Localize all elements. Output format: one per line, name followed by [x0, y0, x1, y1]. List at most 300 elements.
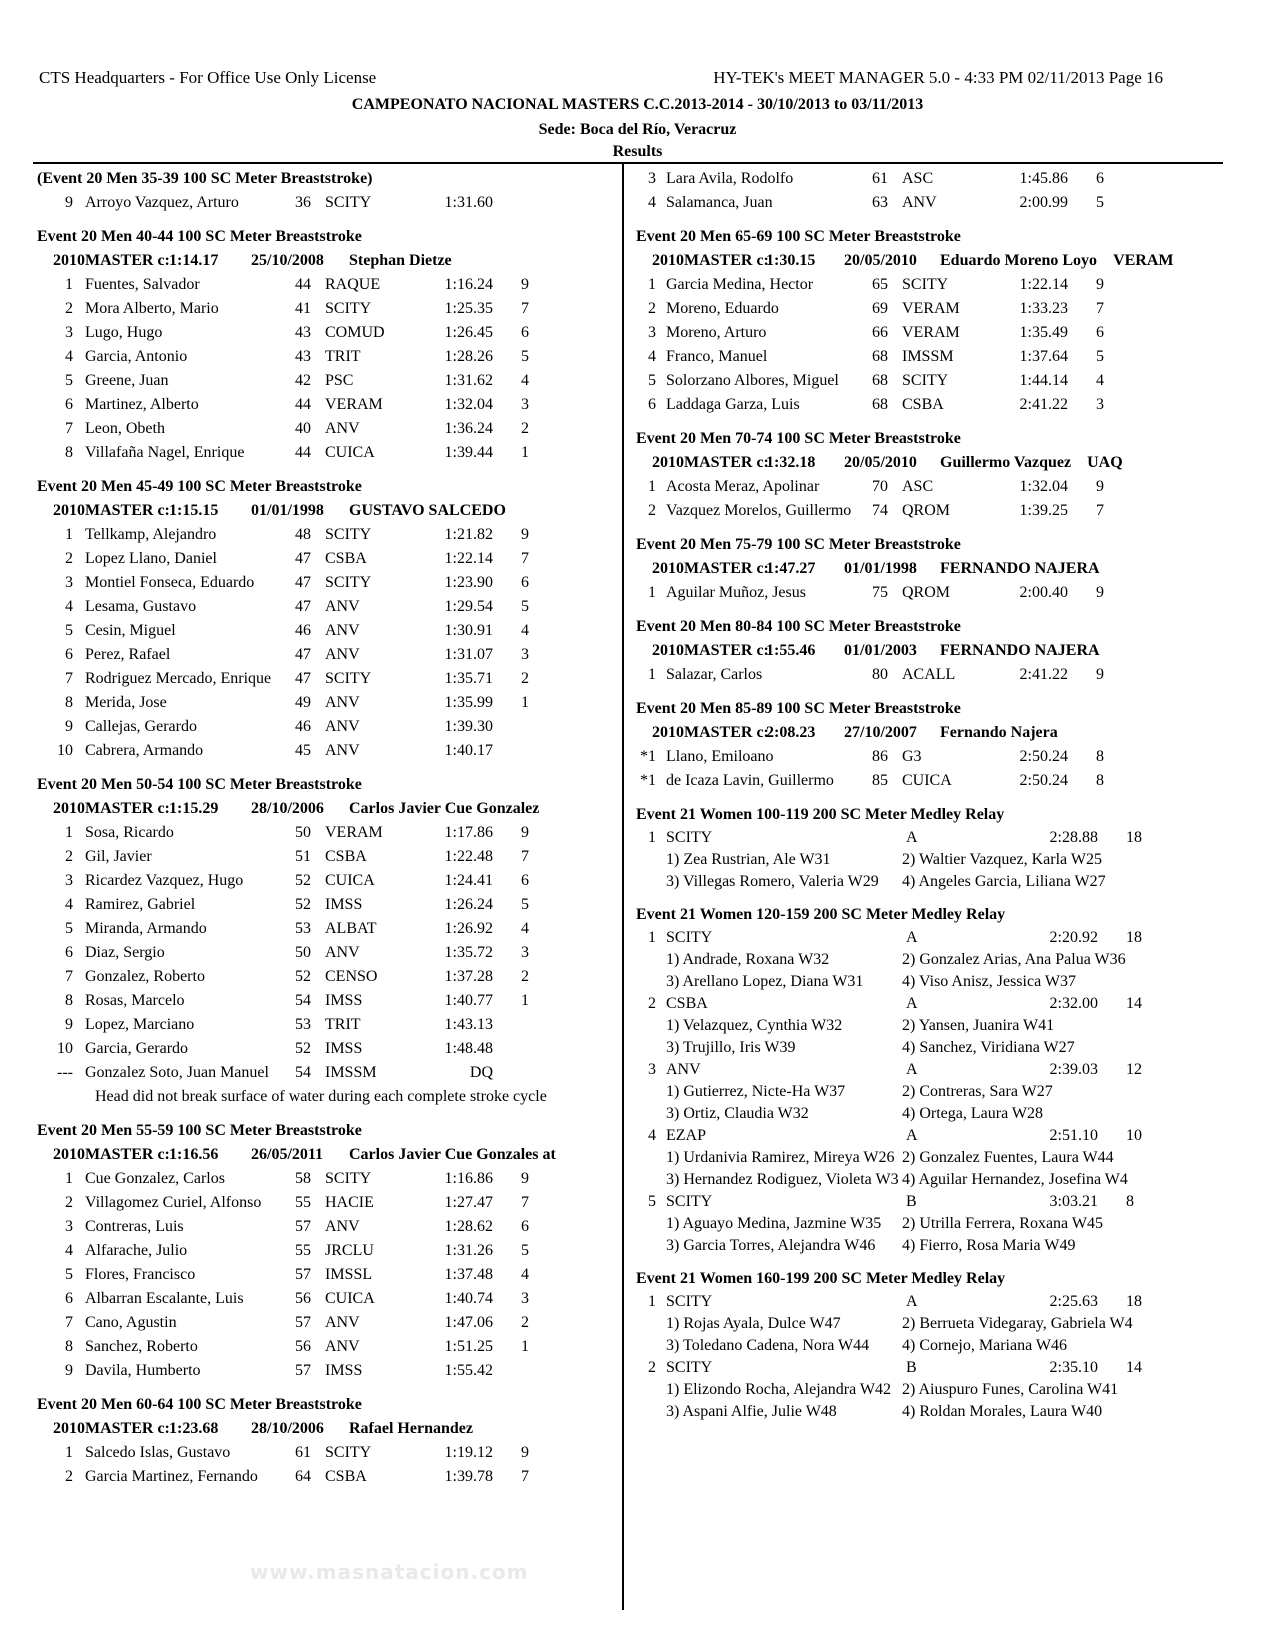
- record-date: 28/10/2006: [251, 800, 324, 817]
- swimmer-name: Cano, Agustin: [85, 1314, 177, 1331]
- swimmer-name: Villafaña Nagel, Enrique: [85, 444, 245, 461]
- place-cell: 1: [648, 584, 656, 601]
- place-cell: 5: [65, 920, 73, 937]
- team-cell: ANV: [325, 1314, 360, 1331]
- points-cell: 9: [521, 1444, 529, 1461]
- relay-team-row: [636, 1357, 1236, 1379]
- time-cell: 1:25.35: [444, 300, 493, 317]
- points-cell: [493, 1061, 529, 1085]
- points-cell: 1: [521, 1338, 529, 1355]
- swimmer-name: Llano, Emiloano: [666, 748, 774, 765]
- age-cell: 43: [295, 348, 311, 365]
- swimmer-name: Laddaga Garza, Luis: [666, 396, 800, 413]
- points-cell: 8: [1126, 1193, 1134, 1210]
- event-title: Event 21 Women 160-199 200 SC Meter Medley Relay: [636, 1270, 1006, 1287]
- record-holder: Guillermo Vazquez: [940, 454, 1072, 471]
- event-block: [37, 1119, 617, 1383]
- license-text: CTS Headquarters - For Office Use Only License: [39, 68, 377, 87]
- record-label: 2010MASTER c:: [53, 800, 170, 817]
- points-cell: [493, 739, 529, 763]
- relay-team-row: [636, 1191, 1236, 1213]
- team-cell: ASC: [902, 170, 934, 187]
- swimmer-name: de Icaza Lavin, Guillermo: [666, 772, 834, 789]
- team-cell: SCITY: [666, 1193, 713, 1210]
- team-cell: IMSS: [325, 896, 363, 913]
- record-line: [636, 451, 1236, 475]
- result-row: [37, 523, 617, 547]
- time-cell: 1:26.45: [444, 324, 493, 341]
- team-cell: IMSSM: [325, 1064, 377, 1081]
- result-row: [37, 369, 617, 393]
- result-row: [37, 619, 617, 643]
- result-row: [636, 745, 1236, 769]
- software-stamp: HY-TEK's MEET MANAGER 5.0 - 4:33 PM 02/11/2013 Page 16: [713, 68, 1163, 87]
- points-cell: [493, 1037, 529, 1061]
- age-cell: 68: [872, 396, 888, 413]
- result-row: [37, 273, 617, 297]
- result-row: [37, 547, 617, 571]
- time-cell: 1:55.42: [444, 1362, 493, 1379]
- relay-team-row: [636, 1125, 1236, 1147]
- age-cell: 69: [872, 300, 888, 317]
- time-cell: 2:28.88: [1049, 829, 1098, 846]
- time-cell: 1:22.14: [1019, 276, 1068, 293]
- team-cell: COMUD: [325, 324, 385, 341]
- swimmer-name: Greene, Juan: [85, 372, 169, 389]
- team-cell: PSC: [325, 372, 354, 389]
- swimmer-name: Miranda, Armando: [85, 920, 207, 937]
- team-cell: VERAM: [325, 824, 383, 841]
- result-row: [636, 369, 1236, 393]
- points-cell: 4: [521, 372, 529, 389]
- place-cell: 3: [648, 170, 656, 187]
- points-cell: 5: [1096, 348, 1104, 365]
- time-cell: 1:16.86: [444, 1170, 493, 1187]
- place-cell: 8: [65, 1338, 73, 1355]
- dq-reason: Head did not break surface of water during each complete stroke cycle: [95, 1088, 547, 1105]
- team-cell: SCITY: [666, 1359, 713, 1376]
- swimmer-name: Salamanca, Juan: [666, 194, 773, 211]
- event-block: [636, 427, 1236, 523]
- relay-swimmer: 3) Toledano Cadena, Nora W44: [666, 1337, 870, 1354]
- time-cell: 1:28.26: [444, 348, 493, 365]
- points-cell: 5: [521, 598, 529, 615]
- event-title: Event 20 Men 55-59 100 SC Meter Breaststroke: [37, 1122, 362, 1139]
- place-cell: 2: [65, 1194, 73, 1211]
- team-cell: SCITY: [666, 829, 713, 846]
- time-cell: 1:33.23: [1019, 300, 1068, 317]
- time-cell: 1:31.60: [444, 194, 493, 211]
- time-cell: 1:16.24: [444, 276, 493, 293]
- place-cell: 1: [648, 276, 656, 293]
- swimmer-name: Sanchez, Roberto: [85, 1338, 198, 1355]
- swimmer-name: Leon, Obeth: [85, 420, 165, 437]
- team-cell: SCITY: [325, 526, 372, 543]
- time-cell: 1:22.48: [444, 848, 493, 865]
- age-cell: 47: [295, 550, 311, 567]
- age-cell: 50: [295, 944, 311, 961]
- age-cell: 52: [295, 896, 311, 913]
- age-cell: 57: [295, 1266, 311, 1283]
- record-line: [37, 249, 617, 273]
- age-cell: 68: [872, 348, 888, 365]
- age-cell: 53: [295, 1016, 311, 1033]
- points-cell: 18: [1126, 1293, 1142, 1310]
- record-holder: Carlos Javier Cue Gonzales at: [349, 1146, 556, 1163]
- relay-swimmers-line: [636, 971, 1236, 993]
- time-cell: 2:00.40: [1019, 584, 1068, 601]
- swimmer-name: Vazquez Morelos, Guillermo: [666, 502, 852, 519]
- place-cell: 1: [648, 929, 656, 946]
- venue: Sede: Boca del Río, Veracruz: [538, 121, 737, 138]
- time-cell: 2:00.99: [1019, 194, 1068, 211]
- points-cell: 3: [521, 1290, 529, 1307]
- time-cell: 1:29.54: [444, 598, 493, 615]
- age-cell: 70: [872, 478, 888, 495]
- record-date: 01/01/1998: [844, 560, 917, 577]
- time-cell: 2:41.22: [1019, 396, 1068, 413]
- points-cell: 6: [1096, 324, 1104, 341]
- time-cell: 1:35.72: [444, 944, 493, 961]
- swimmer-name: Ricardez Vazquez, Hugo: [85, 872, 244, 889]
- event-block: [37, 475, 617, 763]
- result-row: [37, 941, 617, 965]
- team-cell: CUICA: [325, 872, 375, 889]
- place-cell: 7: [65, 968, 73, 985]
- place-cell: 3: [65, 324, 73, 341]
- place-cell: 8: [65, 444, 73, 461]
- relay-swimmer: 1) Gutierrez, Nicte-Ha W37: [666, 1083, 846, 1100]
- record-label: 2010MASTER c:: [53, 252, 170, 269]
- event-block: [37, 167, 617, 215]
- age-cell: 58: [295, 1170, 311, 1187]
- result-row: [37, 643, 617, 667]
- result-row: [37, 989, 617, 1013]
- swimmer-name: Franco, Manuel: [666, 348, 768, 365]
- event-title: Event 20 Men 80-84 100 SC Meter Breaststroke: [636, 618, 961, 635]
- age-cell: 50: [295, 824, 311, 841]
- place-cell: 1: [65, 1170, 73, 1187]
- time-cell: 2:41.22: [1019, 666, 1068, 683]
- team-cell: CSBA: [325, 1468, 367, 1485]
- place-cell: 8: [65, 992, 73, 1009]
- event-block: [37, 1393, 617, 1489]
- event-title: Event 20 Men 45-49 100 SC Meter Breaststroke: [37, 478, 362, 495]
- points-cell: 7: [521, 1468, 529, 1485]
- points-cell: 9: [521, 1170, 529, 1187]
- record-time: 1:15.15: [169, 502, 219, 519]
- relay-swimmers-line: [636, 1015, 1236, 1037]
- time-cell: 1:26.24: [444, 896, 493, 913]
- team-cell: CSBA: [666, 995, 708, 1012]
- record-label: 2010MASTER c:: [652, 642, 769, 659]
- points-cell: 4: [1096, 372, 1104, 389]
- team-cell: CUICA: [325, 1290, 375, 1307]
- relay-event: [636, 903, 1236, 1257]
- team-cell: EZAP: [666, 1127, 706, 1144]
- age-cell: 52: [295, 1040, 311, 1057]
- result-row: [636, 581, 1236, 605]
- team-cell: ANV: [902, 194, 937, 211]
- age-cell: 66: [872, 324, 888, 341]
- team-cell: RAQUE: [325, 276, 381, 293]
- team-cell: IMSSM: [902, 348, 954, 365]
- points-cell: 2: [521, 968, 529, 985]
- result-row: [37, 821, 617, 845]
- result-row: [37, 1465, 617, 1489]
- place-cell: ---: [57, 1064, 73, 1081]
- age-cell: 64: [295, 1468, 311, 1485]
- place-cell: 1: [648, 1293, 656, 1310]
- points-cell: 9: [521, 526, 529, 543]
- points-cell: 5: [521, 896, 529, 913]
- record-date: 01/01/2003: [844, 642, 917, 659]
- place-cell: 9: [65, 1016, 73, 1033]
- relay-team-row: [636, 1059, 1236, 1081]
- swimmer-name: Solorzano Albores, Miguel: [666, 372, 839, 389]
- place-cell: 2: [65, 550, 73, 567]
- place-cell: 1: [65, 1444, 73, 1461]
- event-title: Event 20 Men 50-54 100 SC Meter Breaststroke: [37, 776, 362, 793]
- time-cell: 1:32.04: [1019, 478, 1068, 495]
- team-cell: SCITY: [902, 372, 949, 389]
- result-row: [636, 167, 1236, 191]
- points-cell: 3: [521, 646, 529, 663]
- record-label: 2010MASTER c:: [652, 252, 769, 269]
- relay-swimmer: 2) Berrueta Videgaray, Gabriela W4: [902, 1315, 1133, 1332]
- team-cell: HACIE: [325, 1194, 374, 1211]
- points-cell: 2: [521, 670, 529, 687]
- result-row: [37, 297, 617, 321]
- age-cell: 53: [295, 920, 311, 937]
- time-cell: 1:35.99: [444, 694, 493, 711]
- event-title: Event 20 Men 65-69 100 SC Meter Breaststroke: [636, 228, 961, 245]
- points-cell: 6: [1096, 170, 1104, 187]
- place-cell: 5: [648, 1193, 656, 1210]
- record-date: 28/10/2006: [251, 1420, 324, 1437]
- time-cell: 1:22.14: [444, 550, 493, 567]
- time-cell: 1:27.47: [444, 1194, 493, 1211]
- result-row: [37, 1013, 617, 1037]
- relay-swimmer: 1) Andrade, Roxana W32: [666, 951, 830, 968]
- record-holder: Fernando Najera: [940, 724, 1058, 741]
- place-cell: 1: [648, 478, 656, 495]
- place-cell: 6: [65, 646, 73, 663]
- relay-letter: A: [906, 1127, 918, 1144]
- team-cell: ANV: [325, 1338, 360, 1355]
- record-holder: Stephan Dietze: [349, 252, 452, 269]
- record-time: 1:30.15: [766, 252, 816, 269]
- result-row: [636, 321, 1236, 345]
- age-cell: 52: [295, 872, 311, 889]
- event-block: [636, 697, 1236, 793]
- points-cell: 9: [1096, 478, 1104, 495]
- result-row: [37, 417, 617, 441]
- result-row: [37, 1167, 617, 1191]
- relay-letter: A: [906, 1293, 918, 1310]
- result-row: [37, 1311, 617, 1335]
- team-cell: G3: [902, 748, 922, 765]
- place-cell: 2: [65, 300, 73, 317]
- team-cell: ANV: [325, 742, 360, 759]
- relay-swimmers-line: [636, 1335, 1236, 1357]
- swimmer-name: Lopez, Marciano: [85, 1016, 195, 1033]
- result-row: [37, 345, 617, 369]
- age-cell: 55: [295, 1242, 311, 1259]
- team-cell: ANV: [325, 646, 360, 663]
- age-cell: 49: [295, 694, 311, 711]
- points-cell: 7: [1096, 502, 1104, 519]
- record-holder: FERNANDO NAJERA: [940, 560, 1100, 577]
- time-cell: 1:31.07: [444, 646, 493, 663]
- place-cell: 3: [648, 324, 656, 341]
- age-cell: 55: [295, 1194, 311, 1211]
- relay-swimmer: 3) Arellano Lopez, Diana W31: [666, 973, 864, 990]
- swimmer-name: Fuentes, Salvador: [85, 276, 200, 293]
- result-row: [37, 393, 617, 417]
- result-row: [37, 191, 617, 215]
- place-cell: 1: [65, 276, 73, 293]
- swimmer-name: Lesama, Gustavo: [85, 598, 197, 615]
- points-cell: 7: [521, 550, 529, 567]
- relay-swimmer: 1) Urdanivia Ramirez, Mireya W26: [666, 1149, 895, 1166]
- points-cell: 14: [1126, 1359, 1142, 1376]
- event-block: [636, 615, 1236, 687]
- points-cell: [493, 715, 529, 739]
- time-cell: 1:17.86: [444, 824, 493, 841]
- place-cell: 9: [65, 1362, 73, 1379]
- team-cell: QROM: [902, 584, 951, 601]
- team-cell: IMSS: [325, 992, 363, 1009]
- swimmer-name: Montiel Fonseca, Eduardo: [85, 574, 255, 591]
- points-cell: 3: [521, 944, 529, 961]
- age-cell: 57: [295, 1362, 311, 1379]
- relay-swimmer: 4) Angeles Garcia, Liliana W27: [902, 873, 1106, 890]
- team-cell: IMSS: [325, 1040, 363, 1057]
- points-cell: [493, 1359, 529, 1383]
- place-cell: *1: [640, 748, 656, 765]
- result-row: [37, 1263, 617, 1287]
- relay-team-row: [636, 927, 1236, 949]
- relay-swimmer: 4) Fierro, Rosa Maria W49: [902, 1237, 1076, 1254]
- relay-letter: A: [906, 929, 918, 946]
- place-cell: 2: [648, 1359, 656, 1376]
- relay-swimmer: 2) Waltier Vazquez, Karla W25: [902, 851, 1102, 868]
- result-row: [37, 1239, 617, 1263]
- event-title: Event 20 Men 60-64 100 SC Meter Breaststroke: [37, 1396, 362, 1413]
- record-label: 2010MASTER c:: [53, 1420, 170, 1437]
- record-holder: GUSTAVO SALCEDO: [349, 502, 506, 519]
- place-cell: 2: [648, 995, 656, 1012]
- points-cell: 4: [521, 920, 529, 937]
- place-cell: 6: [648, 396, 656, 413]
- points-cell: 10: [1126, 1127, 1142, 1144]
- age-cell: 47: [295, 598, 311, 615]
- result-row: [636, 393, 1236, 417]
- team-cell: CENSO: [325, 968, 378, 985]
- place-cell: 9: [65, 194, 73, 211]
- relay-swimmer: 4) Cornejo, Mariana W46: [902, 1337, 1067, 1354]
- points-cell: 9: [521, 276, 529, 293]
- record-time: 1:15.29: [169, 800, 219, 817]
- record-date: 26/05/2011: [251, 1146, 324, 1163]
- team-cell: SCITY: [666, 1293, 713, 1310]
- relay-swimmer: 4) Ortega, Laura W28: [902, 1105, 1043, 1122]
- record-line: [636, 557, 1236, 581]
- team-cell: CSBA: [325, 550, 367, 567]
- place-cell: 1: [648, 666, 656, 683]
- swimmer-name: Ramirez, Gabriel: [85, 896, 196, 913]
- relay-letter: B: [906, 1193, 917, 1210]
- relay-team-row: [636, 827, 1236, 849]
- age-cell: 46: [295, 718, 311, 735]
- relay-swimmer: 2) Yansen, Juanira W41: [902, 1017, 1055, 1034]
- relay-swimmer: 3) Trujillo, Iris W39: [666, 1039, 796, 1056]
- age-cell: 85: [872, 772, 888, 789]
- result-row: [636, 297, 1236, 321]
- record-time: 1:23.68: [169, 1420, 219, 1437]
- team-cell: SCITY: [325, 1170, 372, 1187]
- place-cell: 7: [65, 670, 73, 687]
- swimmer-name: Lopez Llano, Daniel: [85, 550, 217, 567]
- swimmer-name: Callejas, Gerardo: [85, 718, 197, 735]
- team-cell: VERAM: [325, 396, 383, 413]
- time-cell: 1:40.77: [444, 992, 493, 1009]
- team-cell: SCITY: [325, 1444, 372, 1461]
- relay-swimmers-line: [636, 849, 1236, 871]
- swimmer-name: Martinez, Alberto: [85, 396, 199, 413]
- place-cell: 4: [65, 1242, 73, 1259]
- team-cell: SCITY: [325, 300, 372, 317]
- relay-letter: A: [906, 1061, 918, 1078]
- record-holder: Carlos Javier Cue Gonzalez: [349, 800, 540, 817]
- place-cell: 7: [65, 1314, 73, 1331]
- place-cell: 2: [65, 848, 73, 865]
- points-cell: 7: [521, 300, 529, 317]
- event-block: [37, 225, 617, 465]
- place-cell: 10: [57, 742, 73, 759]
- record-line: [37, 499, 617, 523]
- age-cell: 36: [295, 194, 311, 211]
- relay-swimmer: 3) Villegas Romero, Valeria W29: [666, 873, 879, 890]
- record-time: 1:47.27: [766, 560, 816, 577]
- record-team: UAQ: [1087, 454, 1123, 471]
- age-cell: 56: [295, 1290, 311, 1307]
- relay-team-row: [636, 993, 1236, 1015]
- age-cell: 42: [295, 372, 311, 389]
- relay-swimmer: 1) Zea Rustrian, Ale W31: [666, 851, 831, 868]
- points-cell: 3: [1096, 396, 1104, 413]
- age-cell: 48: [295, 526, 311, 543]
- relay-swimmer: 3) Ortiz, Claudia W32: [666, 1105, 809, 1122]
- relay-swimmer: 2) Gonzalez Fuentes, Laura W44: [902, 1149, 1114, 1166]
- place-cell: 5: [65, 622, 73, 639]
- record-time: 1:16.56: [169, 1146, 219, 1163]
- continued-results: [636, 167, 1236, 215]
- record-time: 1:55.46: [766, 642, 816, 659]
- time-cell: 1:28.62: [444, 1218, 493, 1235]
- points-cell: 18: [1126, 929, 1142, 946]
- result-row: [37, 691, 617, 715]
- record-line: [37, 797, 617, 821]
- result-row: [636, 663, 1236, 687]
- team-cell: VERAM: [902, 300, 960, 317]
- points-cell: 6: [521, 324, 529, 341]
- team-cell: ANV: [325, 420, 360, 437]
- team-cell: TRIT: [325, 348, 361, 365]
- swimmer-name: Contreras, Luis: [85, 1218, 184, 1235]
- age-cell: 54: [295, 992, 311, 1009]
